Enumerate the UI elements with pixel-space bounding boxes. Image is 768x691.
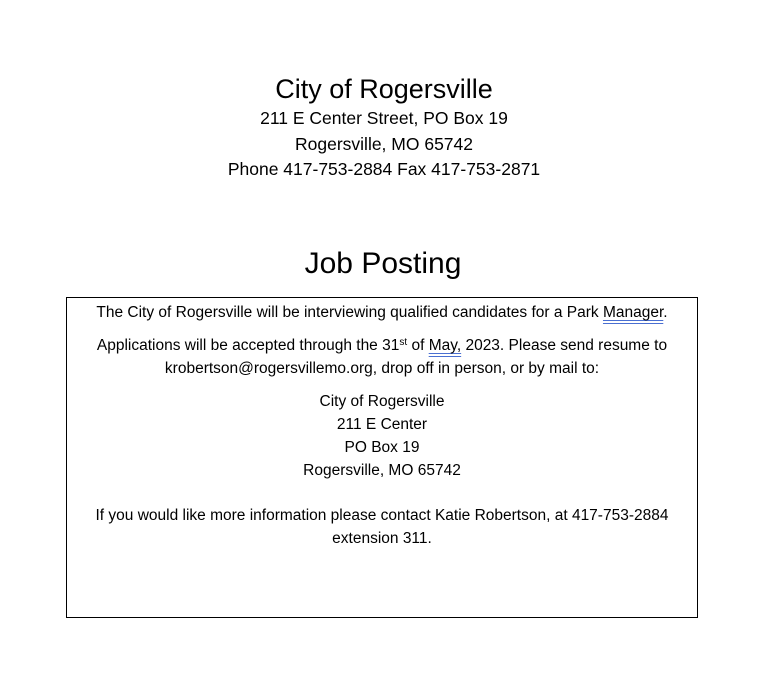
address-line-street: 211 E Center Street, PO Box 19 — [260, 108, 508, 128]
mailing-address — [77, 390, 687, 482]
letterhead — [0, 72, 768, 183]
posting-box — [66, 297, 698, 618]
phone-fax-line: Phone 417-753-2884 Fax 417-753-2871 — [227, 159, 541, 179]
intro-text: The City of Rogersville will be interviewing qualified candidates for a Park — [96, 304, 603, 321]
contact-paragraph: If you would like more information please contact Katie Robertson, at 417-753-2884 extension 311. — [95, 507, 669, 547]
application-paragraph — [77, 334, 687, 380]
address-line-city: Rogersville, MO 65742 — [295, 133, 473, 154]
org-name: City of Rogersville — [275, 74, 493, 104]
application-text-start: Applications will be accepted through the 31 — [96, 337, 400, 354]
application-text-of: of — [407, 337, 429, 354]
position-name: Manager — [602, 304, 664, 321]
ordinal-suffix: st — [399, 337, 408, 348]
mailing-address-line1: City of Rogersville — [319, 393, 445, 410]
application-text-rest: 2023. Please send resume to krobertson@rogersvillemo.org, drop off in person, or by mail to: — [164, 337, 668, 377]
mailing-address-line3: PO Box 19 — [344, 439, 420, 456]
intro-period: . — [663, 304, 668, 321]
mailing-address-line2: 211 E Center — [336, 416, 428, 433]
posting-title: Job Posting — [304, 247, 462, 280]
mailing-address-line4: Rogersville, MO 65742 — [303, 462, 461, 479]
intro-paragraph — [77, 301, 687, 324]
deadline-month: May, — [428, 337, 462, 354]
